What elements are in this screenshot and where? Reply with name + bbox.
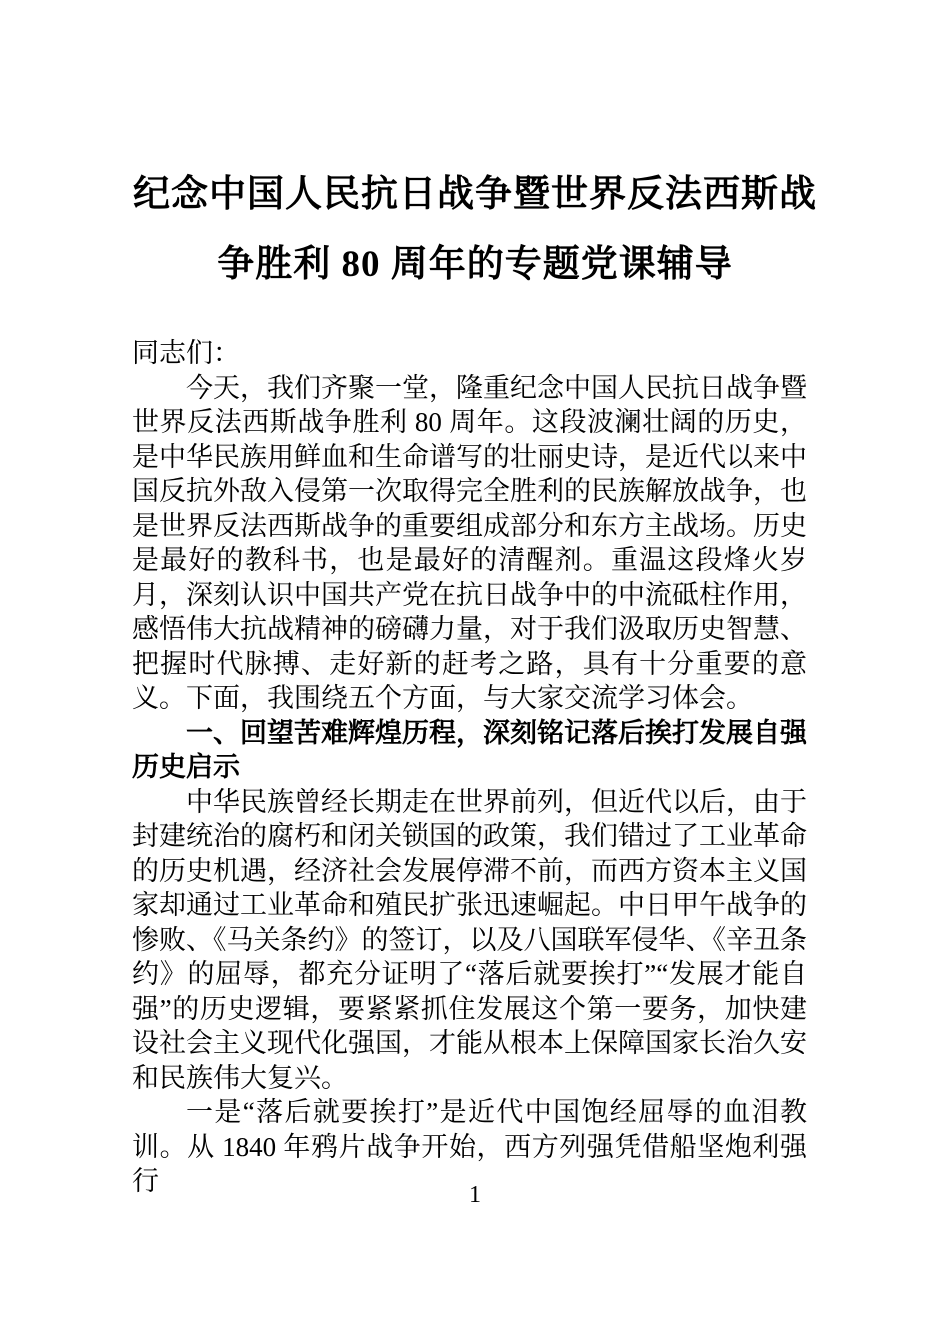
paragraph-lesson-1: 一是“落后就要挨打”是近代中国饱经屈辱的血泪教训。从 1840 年鸦片战争开始，西方列强凭借船坚炮利强行	[132, 1097, 807, 1196]
salutation: 同志们：	[132, 338, 240, 368]
paragraph-introduction: 今天，我们齐聚一堂，隆重纪念中国人民抗日战争暨世界反法西斯战争胜利 80 周年。这段波澜壮阔的历史，是中华民族用鲜血和生命谱写的壮丽史诗，是近代以来中国反抗外敌入侵第一次取得完全胜利的民族解放战争，也是世界反法西斯战争的重要组成部分和东方主战场。历史是最好的教科书，也是最好的清醒剂。重温这段烽火岁月，深刻认识中国共产党在抗日战争中的中流砥柱作用，感悟伟大抗战精神的磅礴力量，对于我们汲取历史智慧、把握时代脉搏、走好新的赶考之路，具有十分重要的意义。下面，我围绕五个方面，与大家交流学习体会。	[132, 372, 807, 713]
page-number: 1	[469, 1182, 481, 1208]
paragraph-section-1-body: 中华民族曾经长期走在世界前列，但近代以后，由于封建统治的腐朽和闭关锁国的政策，我们错过了工业革命的历史机遇，经济社会发展停滞不前，而西方资本主义国家却通过工业革命和殖民扩张迅速崛起。中日甲午战争的惨败、《马关条约》的签订，以及八国联军侵华、《辛丑条约》的屈辱，都充分证明了“落后就要挨打”“发展才能自强”的历史逻辑，要紧紧抓住发展这个第一要务，加快建设社会主义现代化强国，才能从根本上保障国家长治久安和民族伟大复兴。	[132, 786, 807, 1093]
title-line-1: 纪念中国人民抗日战争暨世界反法西斯战	[133, 174, 817, 215]
document-body	[132, 336, 807, 1199]
section-heading-1: 一、回望苦难辉煌历程，深刻铭记落后挨打发展自强历史启示	[132, 717, 807, 782]
title-line-2: 争胜利 80 周年的专题党课辅导	[217, 244, 733, 285]
document-title	[75, 160, 875, 300]
